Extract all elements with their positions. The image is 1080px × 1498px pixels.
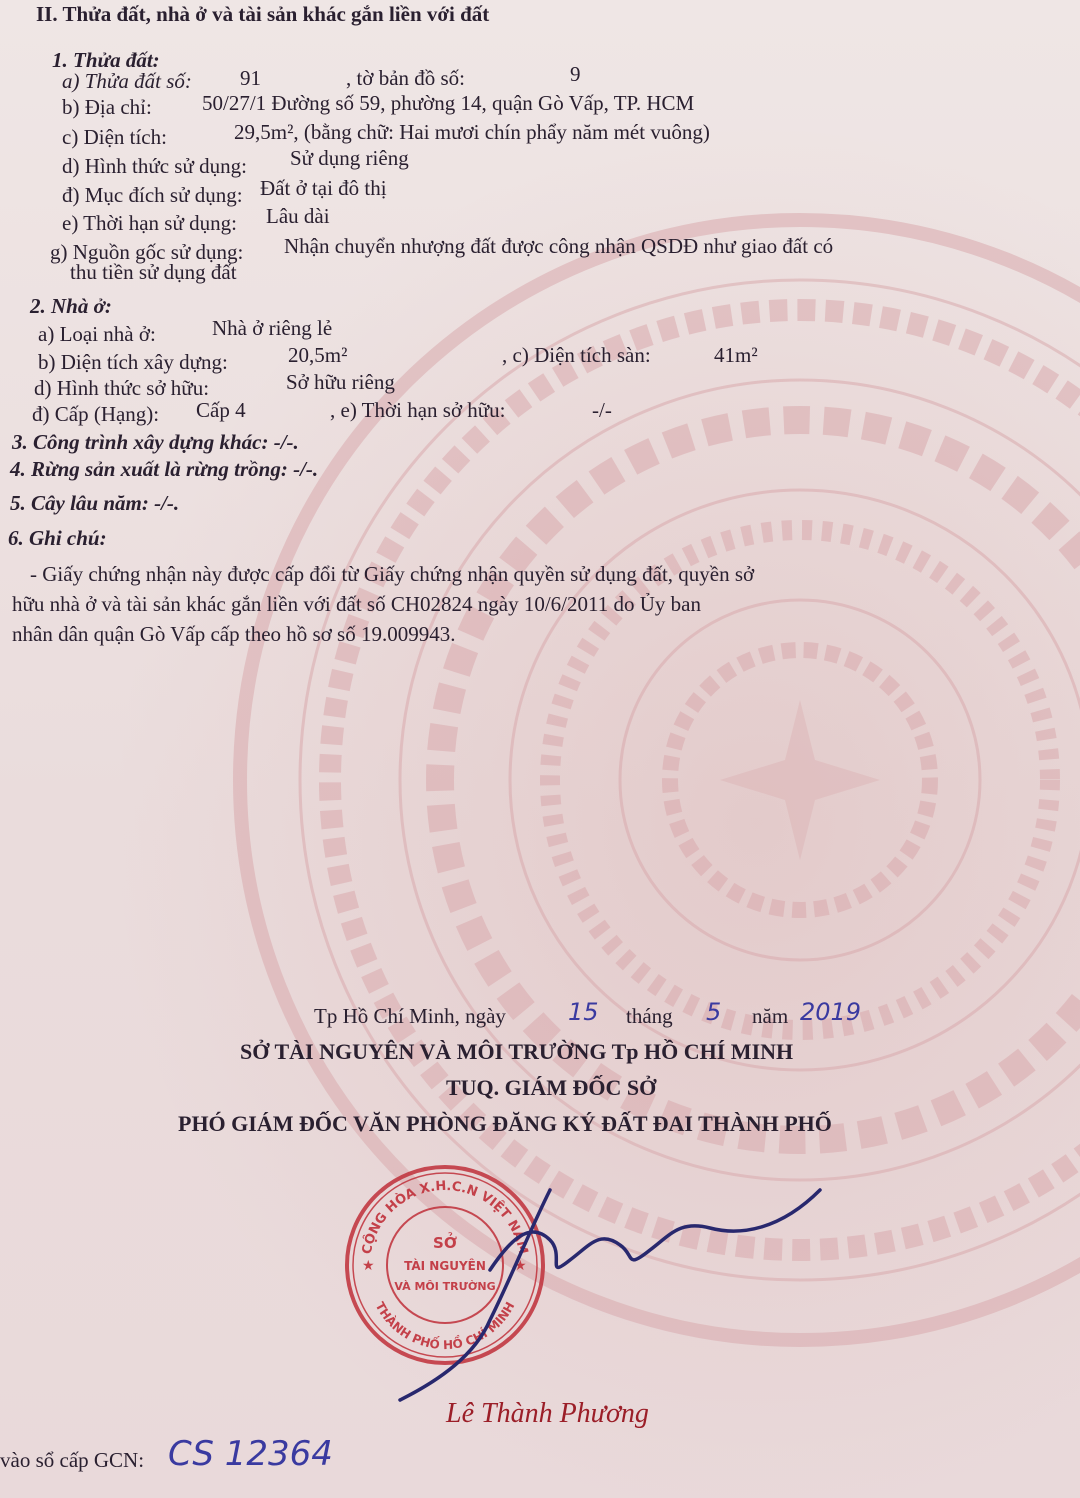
area-label: c) Diện tích: bbox=[62, 125, 167, 149]
authority: SỞ TÀI NGUYÊN VÀ MÔI TRƯỜNG Tp HỒ CHÍ MINH bbox=[240, 1039, 794, 1064]
signer-name: Lê Thành Phương bbox=[446, 1398, 649, 1429]
forest: 4. Rừng sản xuất là rừng trồng: -/-. bbox=[10, 457, 319, 481]
notes-line-3: nhân dân quận Gò Vấp cấp theo hồ sơ số 19.009943. bbox=[12, 622, 456, 646]
land-heading: 1. Thửa đất: bbox=[52, 48, 160, 72]
origin-value-cont: thu tiền sử dụng đất bbox=[70, 260, 237, 284]
sign-month-label: tháng bbox=[626, 1004, 673, 1028]
grade-label: đ) Cấp (Hạng): bbox=[32, 402, 160, 426]
section-title: II. Thửa đất, nhà ở và tài sản khác gắn liền với đất bbox=[36, 2, 490, 26]
notes-heading: 6. Ghi chú: bbox=[8, 526, 107, 550]
registry-label: vào sổ cấp GCN: bbox=[0, 1448, 145, 1472]
own-term-value: -/- bbox=[592, 398, 612, 422]
signature-icon bbox=[380, 1150, 860, 1420]
parcel-value: 91 bbox=[240, 66, 261, 90]
sign-day: 15 bbox=[568, 998, 599, 1026]
house-type-value: Nhà ở riêng lẻ bbox=[212, 316, 333, 340]
sign-year: 2019 bbox=[800, 998, 862, 1026]
notes-line-2: hữu nhà ở và tài sản khác gắn liền với đất số CH02824 ngày 10/6/2011 do Ủy ban bbox=[12, 592, 701, 616]
map-value: 9 bbox=[570, 62, 581, 86]
build-area-label: b) Diện tích xây dựng: bbox=[38, 350, 228, 374]
seal-outer-text: CỘNG HÒA X.H.C.N VIỆT NAM bbox=[359, 1178, 531, 1256]
house-type-label: a) Loại nhà ở: bbox=[38, 322, 156, 346]
seal-inner-1: SỞ bbox=[433, 1234, 457, 1252]
seal-outer-bottom: THÀNH PHỐ HỒ CHÍ MINH bbox=[372, 1299, 518, 1353]
grade-value: Cấp 4 bbox=[196, 398, 246, 422]
origin-value: Nhận chuyển nhượng đất được công nhận QSDĐ như giao đất có bbox=[284, 234, 834, 258]
seal-star-left: ★ bbox=[362, 1258, 375, 1274]
perennial: 5. Cây lâu năm: -/-. bbox=[10, 491, 180, 515]
address-label: b) Địa chỉ: bbox=[62, 95, 152, 119]
sign-place: Tp Hồ Chí Minh, ngày bbox=[314, 1004, 506, 1028]
sign-year-label: năm bbox=[752, 1004, 789, 1028]
sign-month: 5 bbox=[706, 998, 722, 1026]
seal-star-right: ★ bbox=[514, 1258, 527, 1274]
position: PHÓ GIÁM ĐỐC VĂN PHÒNG ĐĂNG KÝ ĐẤT ĐAI THÀNH PHỐ bbox=[178, 1111, 832, 1136]
seal-inner-3: VÀ MÔI TRƯỜNG bbox=[394, 1280, 496, 1293]
address-value: 50/27/1 Đường số 59, phường 14, quận Gò Vấp, TP. HCM bbox=[202, 91, 695, 115]
term-label: e) Thời hạn sử dụng: bbox=[62, 211, 237, 235]
area-value: 29,5m², (bằng chữ: Hai mươi chín phẩy năm mét vuông) bbox=[234, 120, 710, 144]
origin-label: g) Nguồn gốc sử dụng: bbox=[50, 240, 244, 264]
ownership-value: Sở hữu riêng bbox=[286, 370, 395, 394]
notes-line-1: - Giấy chứng nhận này được cấp đổi từ Giấy chứng nhận quyền sử dụng đất, quyền sở bbox=[30, 562, 755, 586]
use-form-value: Sử dụng riêng bbox=[290, 146, 409, 170]
seal-inner-2: TÀI NGUYÊN bbox=[404, 1259, 486, 1273]
ownership-label: d) Hình thức sở hữu: bbox=[34, 376, 210, 400]
build-area-value: 20,5m² bbox=[288, 343, 348, 367]
use-form-label: d) Hình thức sử dụng: bbox=[62, 154, 247, 178]
term-value: Lâu dài bbox=[266, 204, 330, 228]
other-construction: 3. Công trình xây dựng khác: -/-. bbox=[12, 430, 299, 454]
registry-number: CS 12364 bbox=[168, 1434, 333, 1474]
floor-area-value: 41m² bbox=[714, 343, 758, 367]
parcel-label: a) Thửa đất số: bbox=[62, 69, 192, 93]
floor-area-label: , c) Diện tích sàn: bbox=[502, 343, 651, 367]
own-term-label: , e) Thời hạn sở hữu: bbox=[330, 398, 506, 422]
purpose-label: đ) Mục đích sử dụng: bbox=[62, 183, 243, 207]
on-behalf: TUQ. GIÁM ĐỐC SỞ bbox=[446, 1075, 657, 1100]
house-heading: 2. Nhà ở: bbox=[30, 294, 112, 318]
purpose-value: Đất ở tại đô thị bbox=[260, 176, 387, 200]
map-label: , tờ bản đồ số: bbox=[346, 66, 466, 90]
